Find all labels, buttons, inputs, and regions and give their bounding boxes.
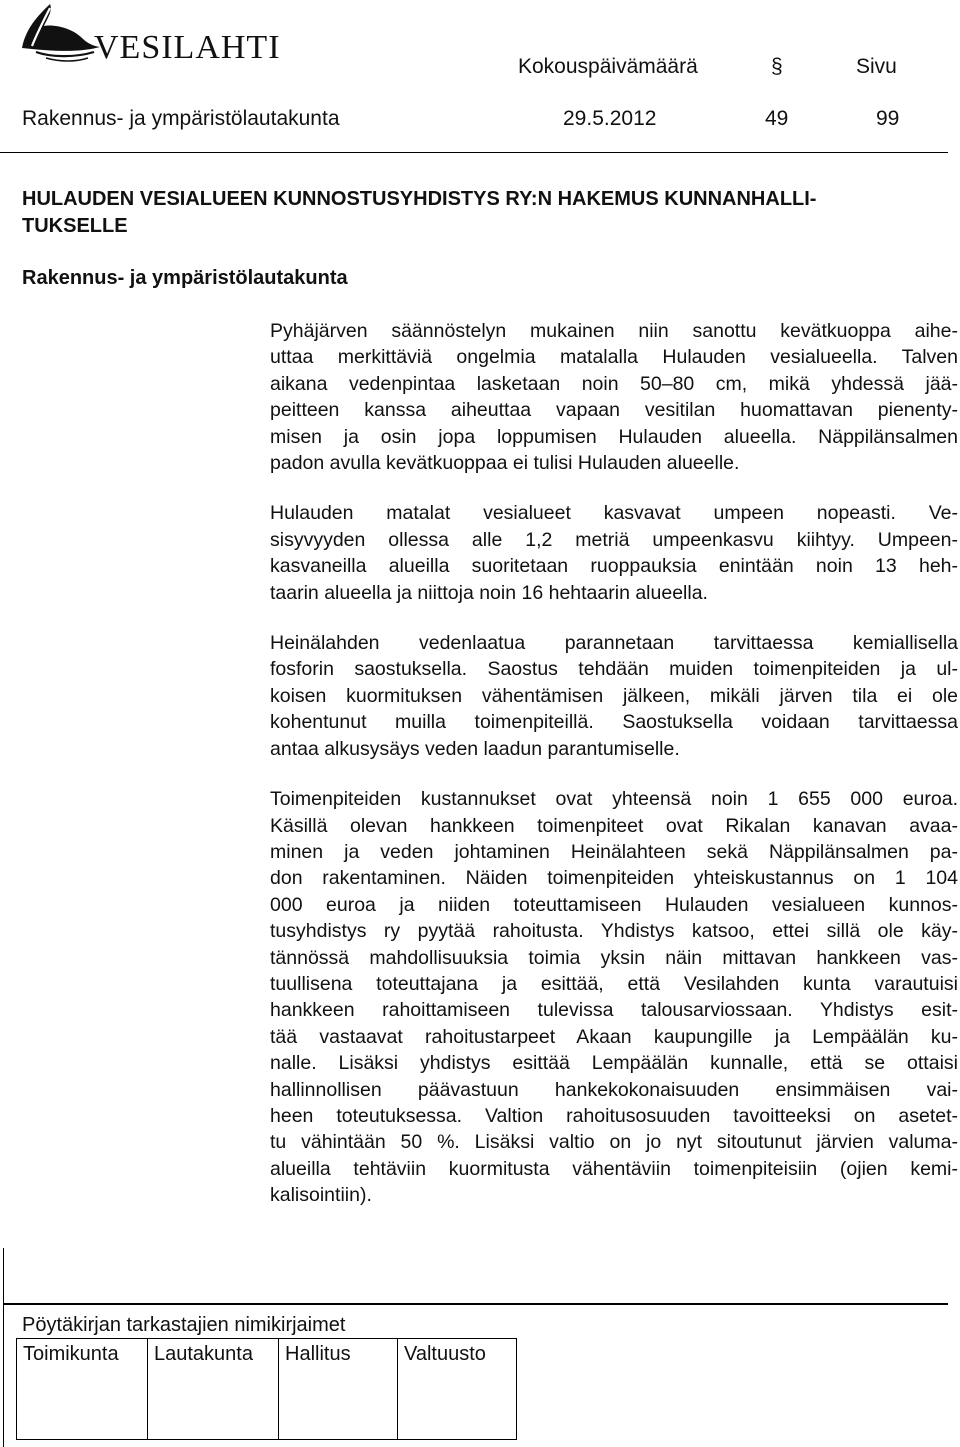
header-date-label: Kokouspäivämäärä — [518, 55, 698, 78]
text-line: tuullisena toteuttajana ja esittää, että Vesilahden kunta varautuisi — [270, 972, 958, 995]
signatures-label: Pöytäkirjan tarkastajien nimikirjaimet — [22, 1314, 346, 1336]
text-line: taarin alueella ja niittoja noin 16 hehtaarin alueella. — [270, 581, 708, 604]
text-line: sisyvyyden ollessa alle 1,2 metriä umpeenkasvu kiihtyy. Umpeen- — [270, 528, 958, 551]
paragraph-3 — [270, 630, 958, 762]
text-line: tu vähintään 50 %. Lisäksi valtio on jo nyt sitoutunut järvien valuma- — [270, 1131, 958, 1154]
text-line: tää vastaavat rahoitustarpeet Akaan kaupungille ja Lempäälän ku- — [270, 1025, 958, 1048]
signature-cell-hallitus — [279, 1339, 398, 1440]
title-line: TUKSELLE — [22, 215, 128, 237]
text-line: Toimenpiteiden kustannukset ovat yhteensä noin 1 655 000 euroa. — [270, 788, 958, 811]
signature-column-label: Valtuusto — [404, 1343, 486, 1365]
footer-rule — [3, 1303, 948, 1305]
text-line: Hulauden matalat vesialueet kasvavat umpeen nopeasti. Ve- — [270, 502, 958, 525]
header-rule — [0, 152, 948, 153]
body-text — [270, 318, 958, 1233]
signature-row — [17, 1339, 517, 1440]
logo-text: VESILAHTI — [94, 29, 281, 66]
text-line: peitteen kanssa aiheuttaa vapaan vesitilan huomattavan pienenty- — [270, 399, 958, 422]
text-line: fosforin saostuksella. Saostus tehdään muiden toimenpiteiden ja ul- — [270, 658, 958, 681]
text-line: padon avulla kevätkuoppaa ei tulisi Hulauden alueelle. — [270, 452, 740, 475]
signature-column-label: Hallitus — [285, 1343, 351, 1365]
text-line: Pyhäjärven säännöstelyn mukainen niin sanottu kevätkuoppa aihe- — [270, 320, 958, 342]
header-page-label: Sivu — [856, 55, 897, 78]
text-line: tusyhdistys ry pyytää rahoitusta. Yhdistys katsoo, ettei sillä ole käy- — [270, 920, 958, 943]
text-line: kalisointiin). — [270, 1184, 372, 1207]
text-line: heen toteutuksessa. Valtion rahoitusosuuden tavoitteeksi on asetet- — [270, 1104, 958, 1127]
header-section-number: 49 — [765, 107, 789, 130]
text-line: uttaa merkittäviä ongelmia matalalla Hulauden vesialueella. Talven — [270, 346, 958, 369]
text-line: alueilla tehtäviin kuormitusta vähentäviin toimenpiteisiin (ojien kemi- — [270, 1157, 958, 1180]
logo — [16, 2, 281, 68]
signature-cell-lautakunta — [148, 1339, 279, 1440]
paragraph-1 — [270, 318, 958, 476]
signature-cell-valtuusto — [398, 1339, 517, 1440]
text-line: Käsillä olevan hankkeen toimenpiteet ovat Rikalan kanavan avaa- — [270, 814, 958, 837]
title-line: HULAUDEN VESIALUEEN KUNNOSTUSYHDISTYS RY:N HAKEMUS KUNNANHALLI- — [22, 188, 817, 210]
margin-rule — [3, 1248, 4, 1447]
paragraph-4 — [270, 786, 958, 1209]
signature-table — [16, 1338, 517, 1440]
document-title — [22, 186, 942, 240]
text-line: hankkeen rahoittamiseen tulevissa talousarviossaan. Yhdistys esit- — [270, 999, 958, 1022]
signature-column-label: Lautakunta — [154, 1343, 253, 1365]
text-line: kasvaneilla alueilla suoritetaan ruoppauksia enintään noin 13 heh- — [270, 555, 958, 578]
text-line: misen ja osin jopa loppumisen Hulauden alueella. Näppilänsalmen — [270, 425, 958, 448]
text-line: Heinälahden vedenlaatua parannetaan tarvittaessa kemiallisella — [270, 632, 958, 655]
paragraph-2 — [270, 500, 958, 606]
header-paragraph-symbol: § — [771, 55, 783, 78]
section-subtitle: Rakennus- ja ympäristölautakunta — [22, 267, 348, 289]
text-line: don rakentaminen. Näiden toimenpiteiden yhteiskustannus on 1 104 — [270, 867, 958, 890]
header-date: 29.5.2012 — [563, 107, 657, 130]
header-page-number: 99 — [876, 107, 900, 130]
text-line: kohentunut muilla toimenpiteillä. Saostuksella voidaan tarvittaessa — [270, 711, 958, 734]
text-line: antaa alkusysäys veden laadun parantumiselle. — [270, 737, 680, 760]
signature-cell-toimikunta — [17, 1339, 148, 1440]
header-committee: Rakennus- ja ympäristölautakunta — [22, 107, 340, 130]
text-line: koisen kuormituksen vähentämisen jälkeen, mikäli järven tila ei ole — [270, 684, 958, 707]
text-line: tännössä mahdollisuuksia toimia yksin näin mittavan hankkeen vas- — [270, 946, 958, 969]
text-line: aikana vedenpintaa lasketaan noin 50–80 cm, mikä yhdessä jää- — [270, 372, 958, 395]
signature-column-label: Toimikunta — [23, 1343, 119, 1365]
text-line: 000 euroa ja niiden toteuttamiseen Hulauden vesialueen kunnos- — [270, 893, 958, 916]
text-line: hallinnollisen päävastuun hankekokonaisuuden ensimmäisen vai- — [270, 1078, 958, 1101]
text-line: minen ja veden johtaminen Heinälahteen sekä Näppilänsalmen pa- — [270, 840, 958, 863]
text-line: nalle. Lisäksi yhdistys esittää Lempäälän kunnalle, että se ottaisi — [270, 1052, 958, 1075]
